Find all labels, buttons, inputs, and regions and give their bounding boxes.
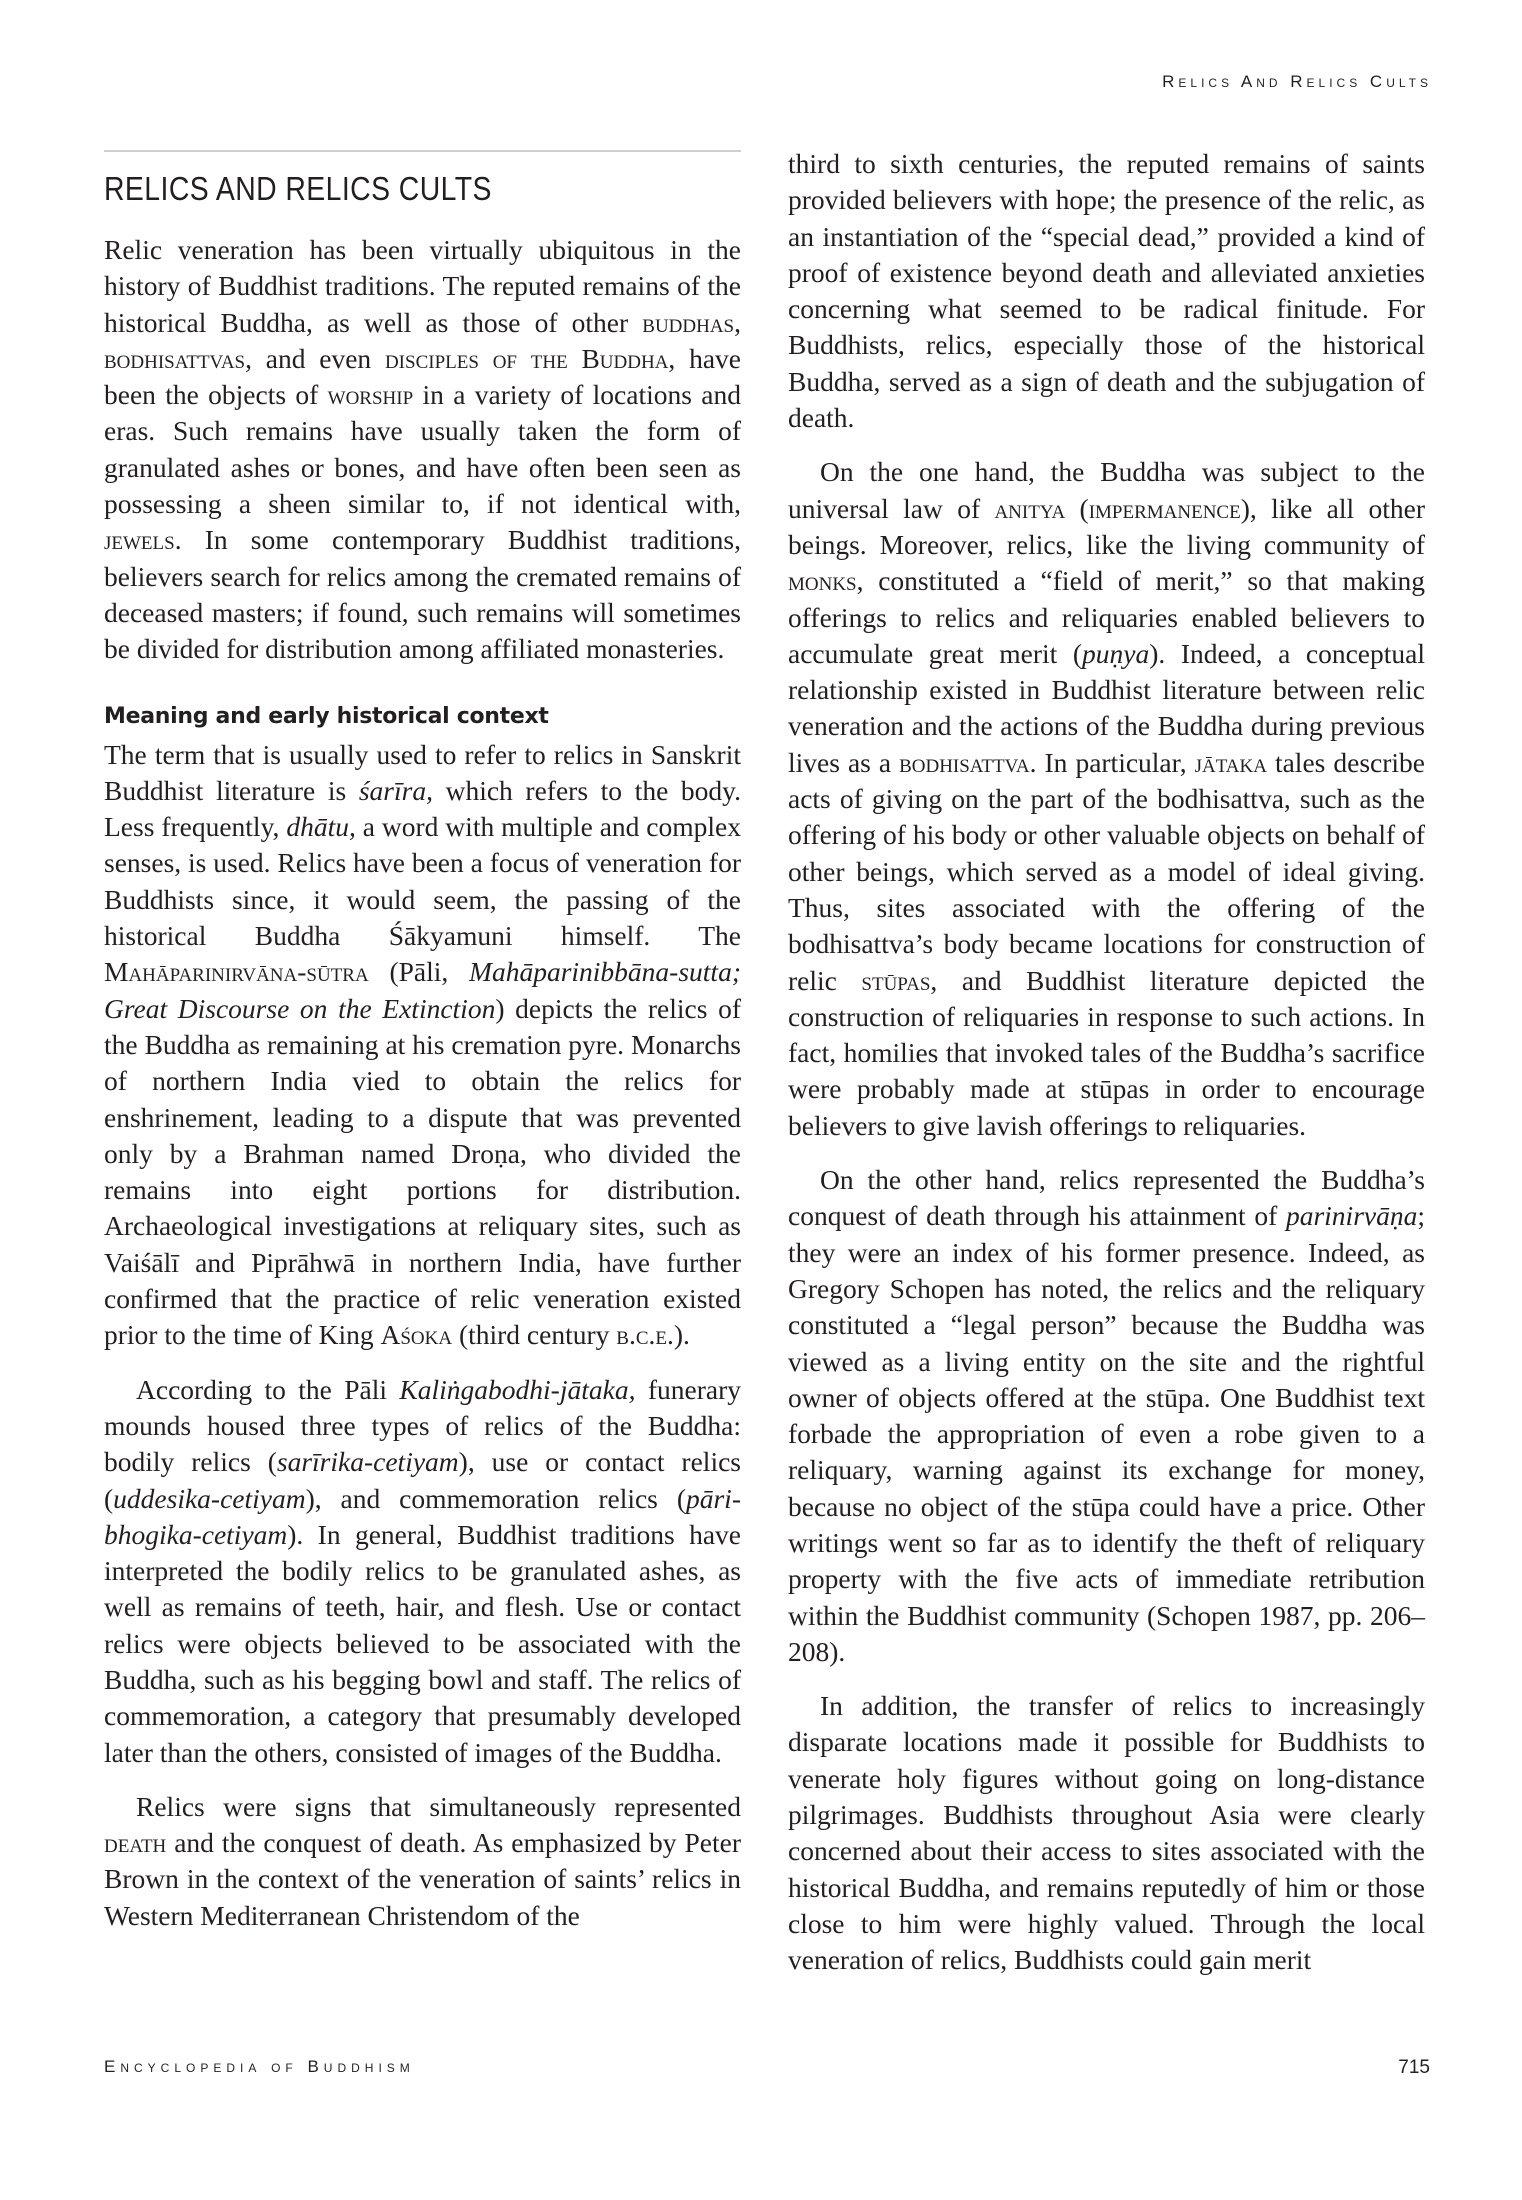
paragraph-2: According to the Pāli Kaliṅgabodhi-jātaka, funerary mounds housed three types of relics of the Buddha: bodily relics (sarīrika-cetiyam), use or contact relics (uddesika-cetiyam), and commemoration relics (pāribhogika-cetiyam). In general, Buddhist traditions have interpreted the bodily relics to be granulated ashes, as well as remains of teeth, hair, and flesh. Use or contact relics were objects believed to be associated with the Buddha, such as his begging bowl and staff. The relics of commemoration, a category that presumably developed later than the others, consisted of images of the Buddha. (104, 1373, 741, 1768)
paragraph-3-continued: third to sixth centuries, the reputed remains of saints provided believers with hope; the presence of the relic, as an instantiation of the “special dead,” provided a kind of proof of existence beyond death and alleviated anxieties concerning what seemed to be radical finitude. For Buddhists, relics, especially those of the historical Buddha, served as a sign of death and the subjugation of death. (788, 148, 1425, 434)
cross-ref-impermanence[interactable]: impermanence (1088, 492, 1241, 524)
title-rule (104, 150, 741, 152)
left-column (104, 150, 741, 1934)
cross-ref-anitya[interactable]: anitya (994, 492, 1066, 524)
cross-ref-death[interactable]: death (104, 1827, 167, 1859)
article-title: RELICS AND RELICS CULTS (104, 170, 492, 207)
paragraph-4: On the one hand, the Buddha was subject to the universal law of anitya (impermanence), like all other beings. Moreover, relics, like the living community of monks, constituted a “field of merit,” so that making offerings to relics and reliquaries enabled believers to accumulate great merit (puṇya). Indeed, a conceptual relationship existed in Buddhist literature between relic veneration and the actions of the Buddha during previous lives as a bodhisattva. In particular, jātaka tales describe acts of giving on the part of the bodhisattva, such as the offering of his body or other valuable objects on behalf of other beings, which served as a model of ideal giving. Thus, sites associated with the offering of the bodhisattva’s body became locations for construction of relic stūpas, and Buddhist literature depicted the construction of reliquaries in response to such actions. In fact, homilies that invoked tales of the Buddha’s sacrifice were probably made at stūpas in order to encourage believers to give lavish offerings to reliquaries. (788, 456, 1425, 1141)
running-head: Relics And Relics Cults (1162, 72, 1432, 91)
paragraph-3: Relics were signs that simultaneously represented death and the conquest of death. As emphasized by Peter Brown in the context of the veneration of saints’ relics in Western Mediterranean Christendom of the (104, 1790, 741, 1931)
paragraph-5: On the other hand, relics represented the Buddha’s conquest of death through his attainment of parinirvāṇa; they were an index of his former presence. Indeed, as Gregory Schopen has noted, the relics and the reliquary constituted a “legal person” because the Buddha was viewed as a living entity on the site and the rightful owner of objects offered at the stūpa. One Buddhist text forbade the appropriation of even a robe given to a reliquary, warning against its exchange for money, because no object of the stūpa could have a price. Other writings went so far as to identify the theft of reliquary property with the five acts of immediate retribution within the Buddhist community (Schopen 1987, pp. 206–208). (788, 1164, 1425, 1667)
cross-ref-jewels[interactable]: jewels (104, 524, 175, 556)
cross-ref-bodhisattvas[interactable]: bodhisattvas (104, 342, 246, 374)
cross-ref-buddhas[interactable]: buddhas (642, 306, 735, 338)
cross-ref-bodhisattva[interactable]: bodhisattva (899, 746, 1030, 778)
cross-ref-mahaparinirvana[interactable]: Mahāparinirvāna-sūtra (104, 956, 369, 988)
cross-ref-jataka[interactable]: jātaka (1194, 746, 1267, 778)
cross-ref-disciples[interactable]: disciples of the Buddha (384, 342, 669, 374)
paragraph-6: In addition, the transfer of relics to increasingly disparate locations made it possible for Buddhists to venerate holy figures without going on long-distance pilgrimages. Buddhists throughout Asia were clearly concerned about their access to sites associated with the historical Buddha, and remains reputedly of him or those close to him were highly valued. Through the local veneration of relics, Buddhists could gain merit (788, 1690, 1425, 1976)
cross-ref-asoka[interactable]: Aśoka (380, 1319, 453, 1351)
section-heading: Meaning and early historical context (104, 703, 549, 729)
cross-ref-worship[interactable]: worship (327, 379, 414, 411)
cross-ref-monks[interactable]: monks (788, 565, 857, 597)
cross-ref-stupas[interactable]: stūpas (861, 964, 931, 996)
intro-paragraph: Relic veneration has been virtually ubiquitous in the history of Buddhist traditions. The reputed remains of the historical Buddha, as well as those of other buddhas, bodhisattvas, and even disciples of the Buddha, have been the objects of worship in a variety of locations and eras. Such remains have usually taken the form of granulated ashes or bones, and have often been seen as possessing a sheen similar to, if not identical with, jewels. In some contemporary Buddhist traditions, believers search for relics among the cremated remains of deceased masters; if found, such remains will sometimes be divided for distribution among affiliated monasteries. (104, 234, 741, 665)
paragraph-1: The term that is usually used to refer to relics in Sanskrit Buddhist literature is śarīra, which refers to the body. Less frequently, dhātu, a word with multiple and complex senses, is used. Relics have been a focus of veneration for Buddhists since, it would seem, the passing of the historical Buddha Śākyamuni himself. The Mahāparinirvāna-sūtra (Pāli, Mahāparinibbāna-sutta; Great Discourse on the Extinction) depicts the relics of the Buddha as remaining at his cremation pyre. Monarchs of northern India vied to obtain the relics for enshrinement, leading to a dispute that was prevented only by a Brahman named Droṇa, who divided the remains into eight portions for distribution. Archaeological investigations at reliquary sites, such as Vaiśālī and Piprāhwā in northern India, have further confirmed that the practice of relic veneration existed prior to the time of King Aśoka (third century b.c.e.). (104, 738, 742, 1351)
right-column (788, 146, 1425, 1979)
footer-publication: Encyclopedia of Buddhism (104, 2057, 415, 2076)
page-number: 715 (1398, 2057, 1430, 2078)
